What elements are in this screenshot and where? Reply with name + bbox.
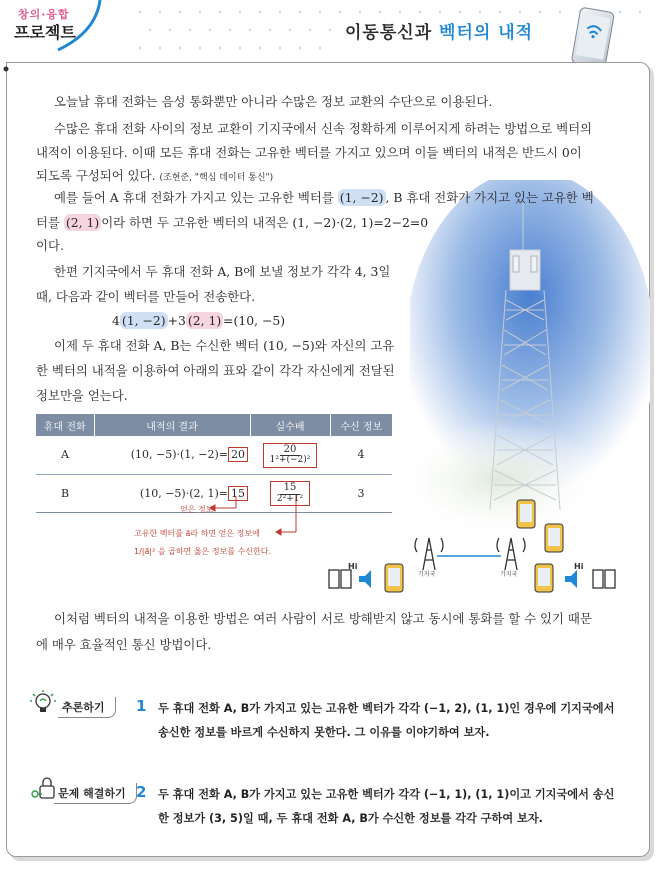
vector-a-highlight: (1, −2) (121, 313, 166, 328)
vector-b-highlight: (2, 1) (65, 215, 100, 230)
question-text: 두 휴대 전화 A, B가 가지고 있는 고유한 벡터가 각각 (−1, 1), (1, 1)이고 기지국에서 송신 (158, 788, 615, 801)
table-cell-expr (94, 436, 250, 474)
question-text: 두 휴대 전화 A, B가 가지고 있는 고유한 벡터가 각각 (−1, 2), (1, 1)인 경우에 기지국에서 (158, 702, 615, 715)
result-box: 15 (228, 486, 248, 501)
question-tag (58, 697, 116, 718)
station-label: 기지국 (500, 571, 518, 578)
table-cell-phone: B (36, 474, 94, 512)
expr-text: (10, −5)·(2, 1)= (139, 486, 228, 500)
station-label: 기지국 (418, 571, 436, 578)
paragraph-text: 터를 (36, 215, 64, 230)
page-title (345, 18, 533, 43)
table-header: 수신 정보 (330, 414, 392, 436)
hi-label: Hi (574, 562, 584, 571)
paragraph-line: 수많은 휴대 전화 사이의 정보 교환이 기지국에서 신속 정확하게 이루어지게 하려는 방법으로 벡터의 (54, 121, 593, 136)
table-header: 내적의 결과 (94, 414, 250, 436)
equation-text: =(10, −5) (223, 313, 286, 328)
paragraph-text: , B 휴대 전화가 가지고 있는 고유한 벡 (385, 190, 594, 205)
fraction-denominator: 1²+(−2)² (269, 455, 311, 466)
question-number: 1 (136, 697, 147, 715)
paragraph-text: 예를 들어 A 휴대 전화가 가지고 있는 고유한 벡터를 (54, 190, 338, 205)
question-tag (54, 783, 137, 804)
paragraph-line: 한 벡터의 내적을 이용하여 아래의 표와 같이 각각 자신에게 전달된 (36, 363, 395, 378)
page-title-accent: 벡터의 내적 (439, 23, 534, 43)
question-number: 2 (136, 783, 147, 801)
bulb-icon (30, 690, 56, 716)
paragraph-line (36, 170, 273, 183)
question-tag-label: 추론하기 (58, 697, 116, 718)
question-text: 한 정보가 (3, 5)일 때, 두 휴대 전화 A, B가 수신한 정보를 각각 구하여 보자. (158, 812, 543, 825)
annotation-obtained-info: 얻은 정보 (180, 505, 214, 514)
equation-text: +3 (167, 313, 186, 328)
source-citation: (조현준, "핵심 데이터 통신") (159, 173, 274, 183)
question-tag-label: 문제 해결하기 (54, 783, 137, 804)
paragraph-line: 때, 다음과 같이 벡터를 만들어 전송한다. (36, 289, 256, 304)
fraction-numerator: 15 (280, 483, 301, 495)
paragraph-line: 이제 두 휴대 전화 A, B는 수신한 벡터 (10, −5)와 자신의 고유 (54, 338, 395, 353)
fraction-denominator: 2²+1² (276, 493, 304, 504)
equation-line (112, 315, 285, 327)
paragraph-line: 내적이 이용된다. 이때 모든 휴대 전화는 고유한 벡터를 가지고 있으며 이들 벡터의 내적은 반드시 0이 (36, 145, 582, 160)
section-tag-title: 프로젝트 (14, 23, 76, 42)
table-header: 실수배 (250, 414, 330, 436)
table-header-row (36, 414, 392, 436)
question-text: 송신한 정보를 바르게 수신하지 못한다. 그 이유를 이야기하여 보자. (158, 726, 490, 739)
paragraph-text: 되도록 구성되어 있다. (36, 168, 160, 183)
vector-a-highlight: (1, −2) (339, 190, 384, 205)
table-cell-info: 3 (330, 474, 392, 512)
page-title-plain: 이동통신과 (345, 23, 440, 43)
vector-b-highlight: (2, 1) (187, 313, 222, 328)
table-cell-info: 4 (330, 436, 392, 474)
smartphone-icon (566, 6, 624, 68)
table-header: 휴대 전화 (36, 414, 94, 436)
paragraph-line: 이다. (36, 238, 64, 253)
annotation-unique-vector: 고유한 벡터를 a⃗라 하면 얻은 정보에 (134, 529, 260, 538)
paragraph-line: 정보만을 얻는다. (36, 388, 128, 403)
table-cell-phone: A (36, 436, 94, 474)
key-lock-icon (30, 776, 56, 802)
frame-corner-dot (0, 62, 14, 76)
fraction-numerator: 20 (280, 445, 301, 457)
table-row (36, 436, 392, 474)
paragraph-line (36, 217, 428, 229)
paragraph-line: 에 매우 효율적인 통신 방법이다. (36, 637, 212, 652)
hi-label: Hi (348, 562, 358, 571)
person-icon-left (329, 570, 351, 588)
paragraph-line: 오늘날 휴대 전화는 음성 통화뿐만 아니라 수많은 정보 교환의 수단으로 이용된다. (54, 94, 493, 109)
fraction (263, 443, 318, 468)
annotation-multiply: 1/|a⃗|² 을 곱하면 옳은 정보를 수신한다. (134, 547, 272, 556)
expr-text: (10, −5)·(1, −2)= (130, 448, 228, 462)
equation-text: 4 (112, 313, 120, 328)
network-diagram (325, 498, 645, 598)
paragraph-line: 이처럼 벡터의 내적을 이용한 방법은 여러 사람이 서로 방해받지 않고 동시에 통화를 할 수 있기 때문 (54, 611, 592, 626)
paragraph-text: 이라 하면 두 고유한 벡터의 내적은 (1, −2)·(2, 1)=2−2=0 (101, 215, 429, 230)
paragraph-line: 한편 기지국에서 두 휴대 전화 A, B에 보낼 정보가 각각 4, 3일 (54, 264, 391, 279)
table-cell-fraction (250, 436, 330, 474)
result-box: 20 (228, 447, 248, 462)
paragraph-line (54, 192, 594, 204)
section-tag-label: 창의·융합 (18, 8, 70, 21)
